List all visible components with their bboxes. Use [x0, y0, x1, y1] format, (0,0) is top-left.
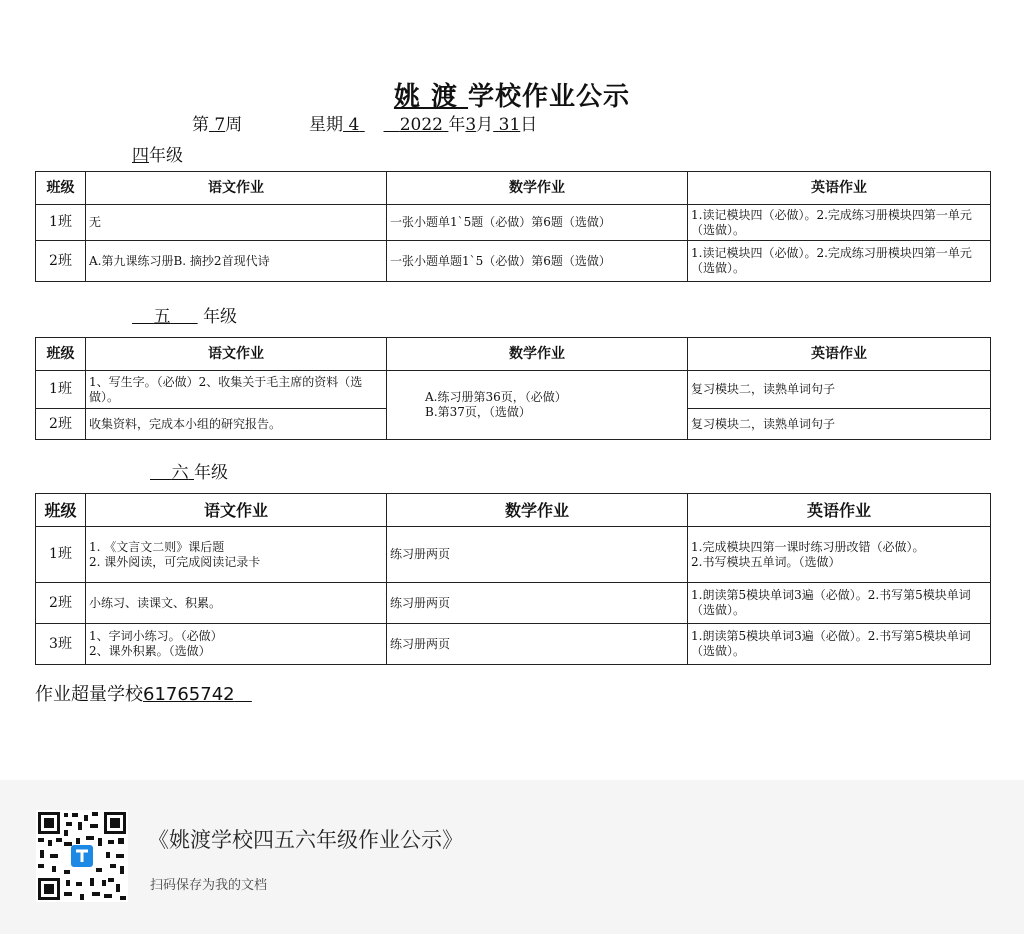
english-cell: 1.朗读第5模块单词3遍（必做）。2.书写第5模块单词（选做）。: [688, 583, 991, 624]
english-cell: 复习模块二，读熟单词句子: [688, 371, 991, 409]
header-english: 英语作业: [688, 494, 991, 527]
page-title: 姚 渡 学校作业公示: [393, 82, 631, 112]
class-cell: 1班: [36, 205, 86, 241]
report-phone: 61765742: [143, 684, 235, 705]
chinese-cell: 收集资料，完成本小组的研究报告。: [86, 409, 387, 440]
chinese-cell: 1、字词小练习。（必做） 2、课外积累。（选做）: [86, 624, 387, 665]
english-cell: 复习模块二，读熟单词句子: [688, 409, 991, 440]
header-english: 英语作业: [688, 338, 991, 371]
overload-report-line: 作业超量学校61765742: [35, 684, 235, 705]
header-chinese: 语文作业: [86, 172, 387, 205]
header-class: 班级: [36, 338, 86, 371]
header-chinese: 语文作业: [86, 494, 387, 527]
header-class: 班级: [36, 494, 86, 527]
table-row: [36, 241, 991, 282]
month-value: 3: [465, 115, 477, 135]
chinese-cell: 1. 《文言文二则》课后题 2. 课外阅读，可完成阅读记录卡: [86, 527, 387, 583]
header-math: 数学作业: [387, 172, 688, 205]
math-cell: 练习册两页: [387, 527, 688, 583]
table-header-row: [36, 338, 991, 371]
header-class: 班级: [36, 172, 86, 205]
class-cell: 2班: [36, 583, 86, 624]
chinese-cell: 1、写生字。（必做）2、收集关于毛主席的资料（选做）。: [86, 371, 387, 409]
table-row: [36, 583, 991, 624]
class-cell: 2班: [36, 241, 86, 282]
qr-code-icon[interactable]: [36, 810, 128, 902]
header-math: 数学作业: [387, 338, 688, 371]
english-cell: 1.读记模块四（必做）。2.完成练习册模块四第一单元（选做）。: [688, 205, 991, 241]
header-chinese: 语文作业: [86, 338, 387, 371]
grade6-table: [35, 493, 991, 665]
header-math: 数学作业: [387, 494, 688, 527]
class-cell: 1班: [36, 371, 86, 409]
day-value: 31: [498, 115, 521, 135]
table-row: [36, 371, 991, 409]
chinese-cell: 无: [86, 205, 387, 241]
year-value: 2022: [399, 115, 443, 135]
math-cell: 练习册两页: [387, 583, 688, 624]
grade6-heading: 六 年级: [171, 463, 229, 483]
table-row: [36, 624, 991, 665]
class-cell: 2班: [36, 409, 86, 440]
grade5-heading: 五 年级: [153, 307, 238, 327]
weekday-number: 4: [348, 115, 360, 135]
table-header-row: [36, 172, 991, 205]
save-document-footer: [0, 780, 1024, 934]
document-title: 《姚渡学校四五六年级作业公示》: [148, 828, 463, 852]
table-header-row: [36, 494, 991, 527]
math-cell: 一张小题单题1`5（必做）第6题（选做）: [387, 241, 688, 282]
english-cell: 1.朗读第5模块单词3遍（必做）。2.书写第5模块单词（选做）。: [688, 624, 991, 665]
date-line: 第 7周 星期 4 2022 年3月 31日: [192, 115, 538, 135]
class-cell: 1班: [36, 527, 86, 583]
table-row: [36, 527, 991, 583]
table-row: [36, 205, 991, 241]
math-cell: 练习册两页: [387, 624, 688, 665]
save-hint: 扫码保存为我的文档: [150, 878, 268, 893]
week-number: 7: [214, 115, 226, 135]
grade4-table: [35, 171, 991, 282]
class-cell: 3班: [36, 624, 86, 665]
grade5-table: [35, 337, 991, 440]
english-cell: 1.读记模块四（必做）。2.完成练习册模块四第一单元（选做）。: [688, 241, 991, 282]
header-english: 英语作业: [688, 172, 991, 205]
grade4-heading: 四年级: [132, 146, 183, 166]
chinese-cell: 小练习、读课文、积累。: [86, 583, 387, 624]
chinese-cell: A.第九课练习册B. 摘抄2首现代诗: [86, 241, 387, 282]
english-cell: 1.完成模块四第一课时练习册改错（必做）。 2.书写模块五单词。（选做）: [688, 527, 991, 583]
math-cell: 一张小题单1`5题（必做）第6题（选做）: [387, 205, 688, 241]
math-cell-merged: A.练习册第36页，（必做） B.第37页，（选做）: [387, 371, 688, 440]
